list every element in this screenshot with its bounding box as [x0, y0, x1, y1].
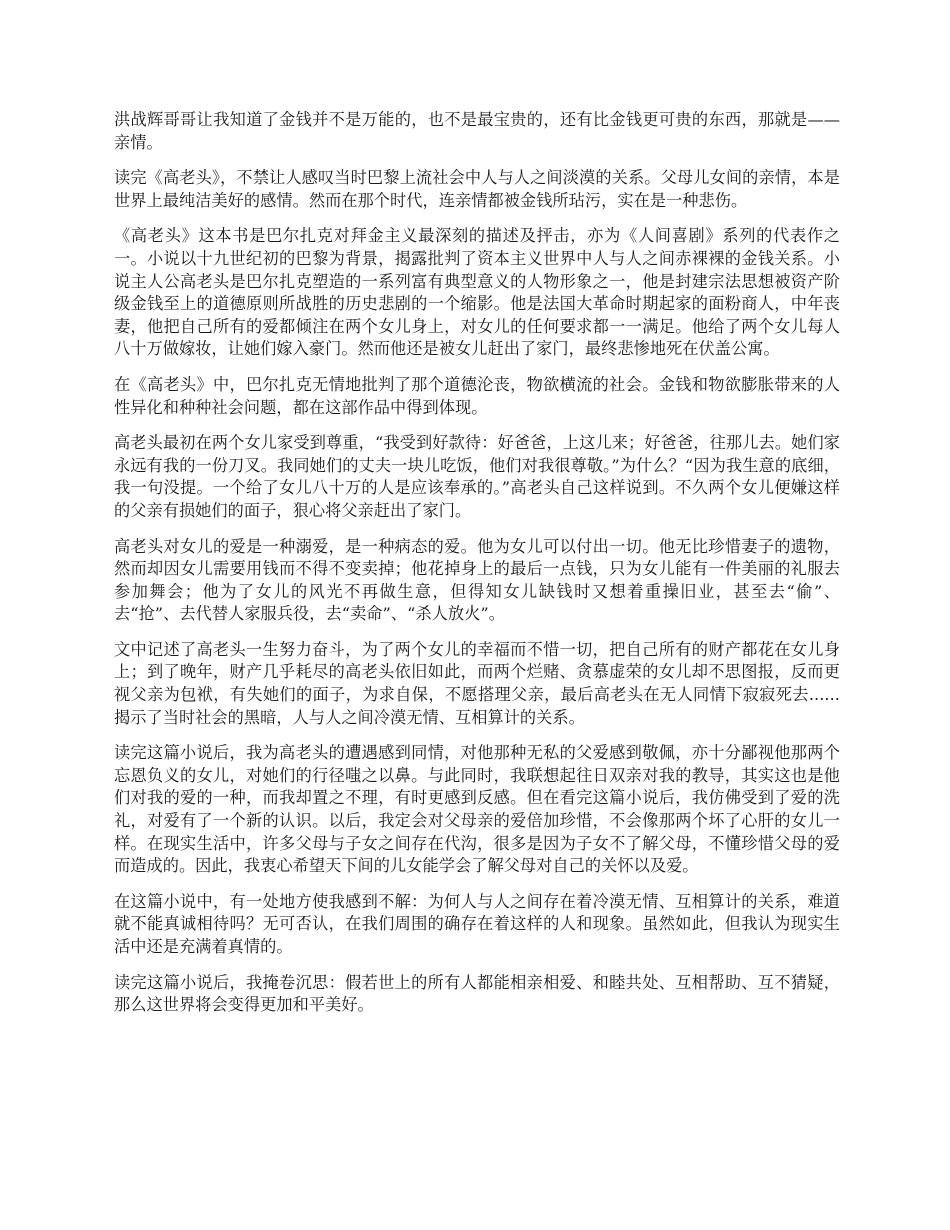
paragraph-7: 文中记述了高老头一生努力奋斗，为了两个女儿的幸福而不惜一切，把自己所有的财产都花在女儿身上；到了晚年，财产几乎耗尽的高老头依旧如此，而两个烂赌、贪慕虚荣的女儿却不思图报，反而更视父亲为包袱，有失她们的面子，为求自保，不愿搭理父亲，最后高老头在无人同情下寂寂死去......揭示了当时社会的黑暗，人与人之间冷漠无情、互相算计的关系。 — [114, 639, 840, 727]
paragraph-1: 洪战辉哥哥让我知道了金钱并不是万能的，也不是最宝贵的，还有比金钱更可贵的东西，那就是——亲情。 — [114, 110, 840, 152]
paragraph-10: 读完这篇小说后，我掩卷沉思：假若世上的所有人都能相亲相爱、和睦共处、互相帮助、互不猜疑，那么这世界将会变得更加和平美好。 — [114, 972, 840, 1015]
paragraph-9: 在这篇小说中，有一处地方使我感到不解：为何人与人之间存在着冷漠无情、互相算计的关系，难道就不能真诚相待吗？无可否认，在我们周围的确存在着这样的人和现象。虽然如此，但我认为现实生活中还是充满着真情的。 — [114, 891, 840, 956]
paragraph-2: 读完《高老头》，不禁让人感叹当时巴黎上流社会中人与人之间淡漠的关系。父母儿女间的亲情，本是世界上最纯洁美好的感情。然而在那个时代，连亲情都被金钱所玷污，实在是一种悲伤。 — [114, 168, 840, 210]
paragraph-6: 高老头对女儿的爱是一种溺爱，是一种病态的爱。他为女儿可以付出一切。他无比珍惜妻子的遗物，然而却因女儿需要用钱而不得不变卖掉；他花掉身上的最后一点钱，只为女儿能有一件美丽的礼服去参加舞会；他为了女儿的风光不再做生意，但得知女儿缺钱时又想着重操旧业，甚至去“偷”、去“抢”、去代替人家服兵役，去“卖命”、“杀人放火”。 — [114, 536, 840, 624]
paragraph-8: 读完这篇小说后，我为高老头的遭遇感到同情，对他那种无私的父爱感到敬佩，亦十分鄙视他那两个忘恩负义的女儿，对她们的行径嗤之以鼻。与此同时，我联想起往日双亲对我的教导，其实这也是他们对我的爱的一种，而我却置之不理，有时更感到反感。但在看完这篇小说后，我仿佛受到了爱的洗礼，对爱有了一个新的认识。以后，我定会对父母亲的爱倍加珍惜，不会像那两个坏了心肝的女儿一样。在现实生活中，许多父母与子女之间存在代沟，很多是因为子女不了解父母，不懂珍惜父母的爱而造成的。因此，我衷心希望天下间的儿女能学会了解父母对自己的关怀以及爱。 — [114, 743, 840, 876]
document-body — [114, 109, 840, 1030]
paragraph-3: 《高老头》这本书是巴尔扎克对拜金主义最深刻的描述及抨击，亦为《人间喜剧》系列的代表作之一。小说以十九世纪初的巴黎为背景，揭露批判了资本主义世界中人与人之间赤裸裸的金钱关系。小说主人公高老头是巴尔扎克塑造的一系列富有典型意义的人物形象之一，他是封建宗法思想被资产阶级金钱至上的道德原则所战胜的历史悲剧的一个缩影。他是法国大革命时期起家的面粉商人，中年丧妻，他把自己所有的爱都倾注在两个女儿身上，对女儿的任何要求都一一满足。他给了两个女儿每人八十万做嫁妆，让她们嫁入豪门。然而他还是被女儿赶出了家门，最终悲惨地死在伏盖公寓。 — [114, 226, 840, 359]
paragraph-4: 在《高老头》中，巴尔扎克无情地批判了那个道德沦丧，物欲横流的社会。金钱和物欲膨胀带来的人性异化和种种社会问题，都在这部作品中得到体现。 — [114, 374, 840, 417]
paragraph-5: 高老头最初在两个女儿家受到尊重，“我受到好款待：好爸爸，上这儿来；好爸爸，往那儿去。她们家永远有我的一份刀叉。我同她们的丈夫一块儿吃饭，他们对我很尊敬。”为什么？“因为我生意的底细，我一句没提。一个给了女儿八十万的人是应该奉承的。”高老头自己这样说到。不久两个女儿便嫌这样的父亲有损她们的面子，狠心将父亲赶出了家门。 — [114, 433, 840, 520]
